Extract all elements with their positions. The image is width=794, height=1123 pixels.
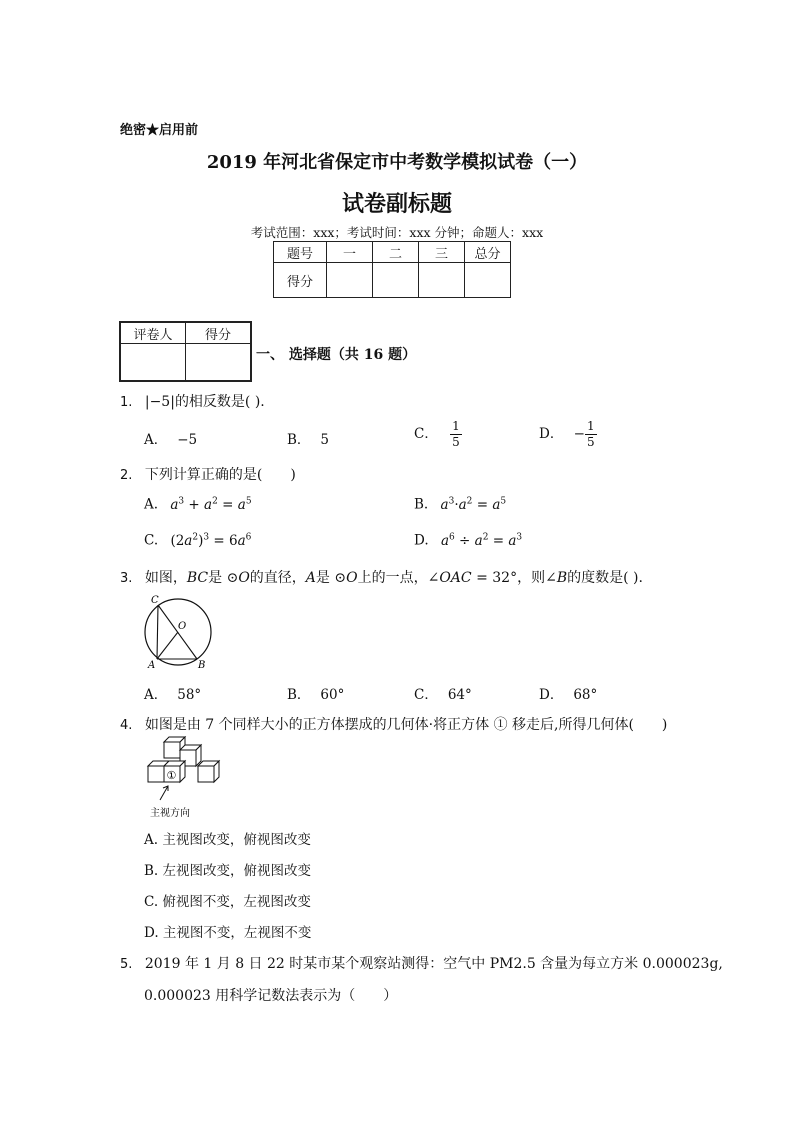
question-1 (120, 391, 265, 411)
circle-figure (140, 592, 220, 672)
cube-marker: ① (166, 769, 177, 782)
option-d (414, 532, 522, 549)
reviewer-cell (186, 344, 252, 382)
option-formula: $a^3 + a^2 = a^5$ (170, 496, 252, 513)
option-formula: $a^3\cdot a^2 = a^5$ (440, 496, 507, 513)
option-label: B． (287, 687, 311, 703)
label-c: C (151, 595, 159, 606)
fraction-numerator: 1 (452, 419, 460, 433)
option-text: 60° (320, 687, 345, 703)
stem-var: O (238, 570, 250, 586)
option-formula: $(2a^2)^3 = 6a^6$ (170, 532, 252, 549)
fraction-numerator: 1 (586, 419, 595, 433)
option-text: −5 (177, 432, 198, 448)
question-stem: 下列计算正确的是( ) (144, 467, 296, 483)
stem-text: = 32°，则∠ (471, 570, 557, 586)
score-header-cell: 二 (373, 242, 419, 263)
option-b (287, 428, 329, 448)
score-header-cell: 题号 (274, 242, 327, 263)
option-c (414, 419, 462, 450)
question-stem: 如图是由 7 个同样大小的正方体摆成的几何体·将正方体 ① 移走后,所得几何体( ) (144, 717, 668, 733)
option-d: D. 主视图不变，左视图不变 (144, 925, 312, 941)
label-o: O (178, 621, 187, 632)
question-number: 4. (120, 718, 133, 733)
minus-sign: − (573, 426, 585, 442)
stem-var: B (556, 570, 568, 586)
option-a (144, 428, 197, 448)
confidential-label: 绝密★启用前 (120, 123, 199, 138)
option-label: B. (414, 496, 429, 513)
fraction (585, 419, 597, 450)
question-stem-line2: 0.000023 用科学记数法表示为（ ） (144, 988, 398, 1004)
question-stem: 的相反数是( ). (174, 394, 265, 410)
option-formula: $a^6 \div a^2 = a^3$ (440, 532, 523, 549)
option-a (144, 496, 252, 513)
stem-text: 的度数是( ). (567, 570, 643, 586)
fraction (450, 419, 462, 450)
stem-var: OAC (439, 570, 472, 586)
score-cell (327, 263, 373, 298)
view-direction-label: 主视方向 (150, 808, 190, 819)
exam-meta: 考试范围：xxx；考试时间：xxx 分钟；命题人：xxx (250, 225, 544, 240)
option-label: A. (144, 496, 159, 513)
question-stem: 2019 年 1 月 8 日 22 时某市某个观察站测得：空气中 PM2.5 含量为每立方米 0.000023g, (144, 956, 723, 972)
option-c (414, 683, 472, 703)
option-c: C. 俯视图不变，左视图改变 (144, 894, 311, 910)
question-number: 5. (120, 957, 133, 972)
option-text: 68° (573, 687, 598, 703)
question-3 (120, 567, 643, 587)
option-label: C. (144, 532, 159, 549)
label-a: A (148, 660, 156, 671)
option-label: A． (144, 432, 168, 448)
question-stem (145, 570, 643, 586)
option-d (539, 683, 597, 703)
option-label: B． (287, 432, 311, 448)
stem-text: 是 ⊙ (208, 570, 239, 586)
score-header-cell: 三 (419, 242, 465, 263)
option-text: 58° (177, 687, 202, 703)
cube-figure (140, 736, 240, 822)
option-label: A． (144, 687, 168, 703)
option-label: D． (539, 687, 564, 703)
option-c (144, 532, 251, 549)
stem-var: A (305, 570, 316, 586)
option-b (287, 683, 344, 703)
section-title: 一、 选择题（共 16 题） (256, 347, 417, 363)
reviewer-table (119, 321, 252, 382)
stem-text: 如图， (144, 570, 187, 586)
option-a: A. 主视图改变，俯视图改变 (144, 832, 311, 848)
question-2 (120, 464, 296, 484)
option-label: D． (539, 426, 564, 442)
score-row-label: 得分 (274, 263, 327, 298)
option-label: C． (414, 687, 438, 703)
score-cell (465, 263, 511, 298)
question-number: 1. (120, 395, 133, 410)
stem-text: 的直径， (249, 570, 306, 586)
stem-text: 是 ⊙ (315, 570, 347, 586)
option-b (414, 496, 506, 513)
score-cell (419, 263, 465, 298)
exam-subtitle: 试卷副标题 (341, 191, 452, 217)
question-5 (120, 953, 723, 973)
fraction-denominator: 5 (452, 435, 460, 449)
question-number: 3. (120, 571, 133, 586)
score-header-cell: 总分 (465, 242, 511, 263)
reviewer-header-cell: 得分 (186, 322, 252, 344)
stem-var: O (346, 570, 358, 586)
reviewer-header-cell: 评卷人 (120, 322, 186, 344)
option-text: 5 (320, 432, 330, 448)
label-b: B (198, 660, 206, 671)
option-label: C． (414, 426, 438, 442)
question-number: 2. (120, 468, 133, 483)
score-cell (373, 263, 419, 298)
option-text: 64° (447, 687, 472, 703)
option-label: D. (414, 532, 429, 549)
score-header-cell: 一 (327, 242, 373, 263)
stem-var: BC (186, 570, 209, 586)
exam-title: 2019 年河北省保定市中考数学模拟试卷（一） (206, 152, 588, 173)
fraction-denominator: 5 (586, 435, 595, 449)
reviewer-cell (120, 344, 186, 382)
stem-text: 上的一点，∠ (357, 570, 440, 586)
score-table (273, 241, 511, 298)
question-4 (120, 714, 667, 734)
option-b: B. 左视图改变，俯视图改变 (144, 863, 312, 879)
question-expr: |−5| (144, 394, 175, 410)
option-d (539, 419, 597, 450)
option-a (144, 683, 201, 703)
